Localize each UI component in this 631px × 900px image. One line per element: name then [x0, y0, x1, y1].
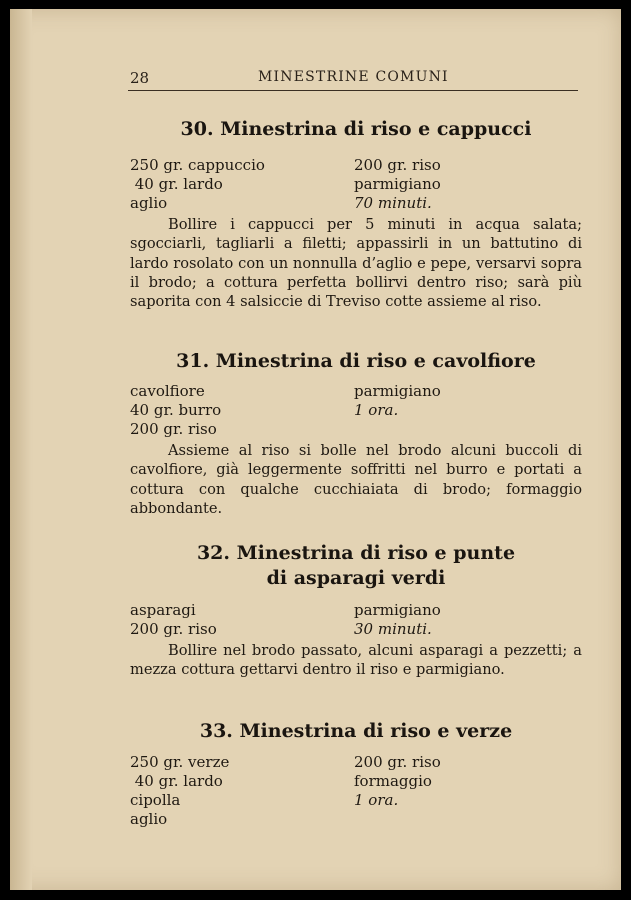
- running-title: MINESTRINE COMUNI: [258, 69, 449, 85]
- recipe-33-ingredients-left: [130, 753, 229, 829]
- recipe-33-title: 33. Minestrina di riso e verze: [199, 720, 513, 742]
- recipe-32-title-line1: 32. Minestrina di riso e punte: [196, 542, 516, 564]
- page-spine-shadow: [10, 9, 32, 890]
- ingredient: 40 gr. lardo: [130, 175, 223, 193]
- recipe-31-instructions: Assieme al riso si bolle nel brodo alcuni buccoli di cavolfiore, già leggermente soffritti nel burro e portati a cottura con qualche cucchiaiata di brodo; formaggio abbondante.: [130, 442, 582, 517]
- recipe-30-instructions: Bollire i cappucci per 5 minuti in acqua salata; sgocciarli, tagliarli a filetti; appassirli in un battutino di lardo rosolato con un nonnulla d’aglio e pepe, versarvi sopra il brodo; a cottura perfetta bollirvi dentro riso; sarà più saporita con 4 salsiccie di Treviso cotte assieme al riso.: [130, 216, 582, 311]
- book-page: [10, 9, 621, 890]
- recipe-31-title: 31. Minestrina di riso e cavolfiore: [176, 350, 536, 372]
- page-number: 28: [130, 69, 150, 87]
- ingredient: 250 gr. verze: [130, 753, 230, 771]
- ingredient: 250 gr. cappuccio: [130, 156, 265, 174]
- ingredient: cipolla: [130, 791, 181, 809]
- cooking-time: 1 ora.: [354, 791, 399, 809]
- cooking-time: 70 minuti.: [354, 194, 432, 212]
- ingredient: 200 gr. riso: [354, 753, 441, 771]
- ingredient: aglio: [130, 194, 168, 212]
- page-header: [128, 69, 578, 91]
- cooking-time: 1 ora.: [354, 401, 399, 419]
- recipe-32-ingredients-right: [354, 601, 441, 639]
- ingredient: parmigiano: [354, 175, 441, 193]
- ingredient: asparagi: [130, 601, 196, 619]
- ingredient: 200 gr. riso: [130, 620, 217, 638]
- ingredient: formaggio: [354, 772, 432, 790]
- cooking-time: 30 minuti.: [354, 620, 432, 638]
- recipe-30-title: 30. Minestrina di riso e cappucci: [180, 118, 532, 140]
- ingredient: 40 gr. lardo: [130, 772, 223, 790]
- ingredient: parmigiano: [354, 601, 441, 619]
- recipe-32-ingredients-left: [130, 601, 217, 639]
- recipe-31-ingredients-right: [354, 382, 441, 420]
- recipe-30-ingredients-left: [130, 156, 265, 213]
- ingredient: 40 gr. burro: [130, 401, 222, 419]
- recipe-32-title-line2: di asparagi verdi: [266, 567, 446, 589]
- recipe-30-ingredients-right: [354, 156, 441, 213]
- recipe-33-ingredients-right: [354, 753, 441, 810]
- ingredient: 200 gr. riso: [130, 420, 217, 438]
- ingredient: parmigiano: [354, 382, 441, 400]
- ingredient: aglio: [130, 810, 168, 828]
- ingredient: 200 gr. riso: [354, 156, 441, 174]
- recipe-32-instructions: Bollire nel brodo passato, alcuni asparagi a pezzetti; a mezza cottura gettarvi dentro il riso e parmigiano.: [130, 642, 582, 679]
- ingredient: cavolfiore: [130, 382, 205, 400]
- recipe-31-ingredients-left: [130, 382, 221, 439]
